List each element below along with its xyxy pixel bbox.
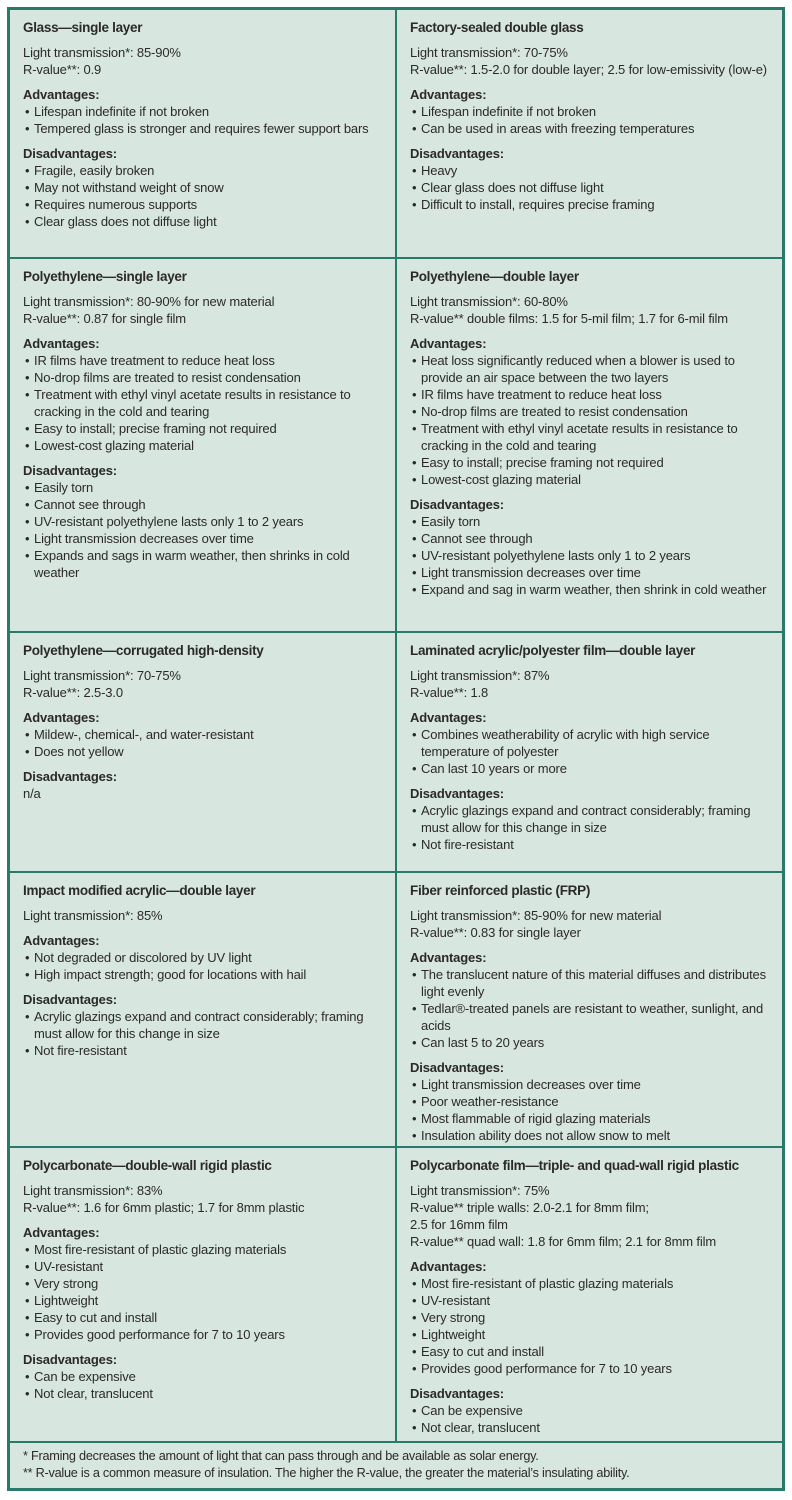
advantage-item: • Lifespan indefinite if not broken [23,103,387,120]
material-title: Polyethylene—double layer [410,269,579,284]
advantage-item: • Does not yellow [23,743,387,760]
disadvantage-item: • UV-resistant polyethylene lasts only 1 to 2 years [23,513,387,530]
advantage-item: • Easy to cut and install [23,1309,387,1326]
advantages-list [410,726,774,777]
advantages-list [410,1275,774,1377]
footnote-rvalue: ** R-value is a common measure of insulation. The higher the R-value, the greater the material’s insulating ability. [23,1466,630,1480]
advantages-label: Advantages: [23,1225,100,1240]
material-title: Polyethylene—corrugated high-density [23,643,264,658]
spec-line: R-value** triple walls: 2.0-2.1 for 8mm film; [410,1200,649,1215]
spec-line: Light transmission*: 80-90% for new material [23,294,275,309]
spec-line: Light transmission*: 70-75% [23,668,181,683]
advantage-item: • Can last 10 years or more [410,760,774,777]
advantage-item: • Most fire-resistant of plastic glazing materials [410,1275,774,1292]
advantage-item: • UV-resistant [410,1292,774,1309]
advantage-item: • Easy to cut and install [410,1343,774,1360]
disadvantage-item: • May not withstand weight of snow [23,179,387,196]
material-title: Impact modified acrylic—double layer [23,883,256,898]
spec-line: Light transmission*: 85% [23,908,163,923]
material-specs [23,293,387,327]
advantages-label: Advantages: [410,950,487,965]
spec-line: R-value**: 0.83 for single layer [410,925,581,940]
material-cell [397,10,782,257]
spec-line: 2.5 for 16mm film [410,1217,508,1232]
disadvantages-list [410,513,774,598]
spec-line: R-value** double films: 1.5 for 5-mil film; 1.7 for 6-mil film [410,311,728,326]
material-cell [397,1148,782,1441]
advantage-item: • Very strong [23,1275,387,1292]
advantages-list [23,103,387,137]
advantages-label: Advantages: [410,1259,487,1274]
advantage-item: • Provides good performance for 7 to 10 years [23,1326,387,1343]
advantage-item: • No-drop films are treated to resist condensation [23,369,387,386]
advantage-item: • Lightweight [23,1292,387,1309]
material-cell [10,10,395,257]
advantage-item: • Easy to install; precise framing not required [410,454,774,471]
material-title: Polycarbonate—double-wall rigid plastic [23,1158,272,1173]
advantage-item: • Can be used in areas with freezing temperatures [410,120,774,137]
disadvantage-item: • Light transmission decreases over time [410,1076,774,1093]
material-cell [397,259,782,631]
disadvantage-item: • Not clear, translucent [23,1385,387,1402]
advantage-item: • Not degraded or discolored by UV light [23,949,387,966]
disadvantage-item: • UV-resistant polyethylene lasts only 1 to 2 years [410,547,774,564]
material-specs [410,44,774,78]
spec-line: R-value**: 0.87 for single film [23,311,186,326]
spec-line: Light transmission*: 75% [410,1183,550,1198]
disadvantage-item: • Heavy [410,162,774,179]
spec-line: R-value**: 0.9 [23,62,102,77]
disadvantage-item: • Insulation ability does not allow snow to melt [410,1127,774,1144]
advantages-label: Advantages: [410,710,487,725]
disadvantage-item: • Clear glass does not diffuse light [23,213,387,230]
advantages-list [410,103,774,137]
disadvantages-note: n/a [23,786,41,801]
spec-line: R-value**: 1.6 for 6mm plastic; 1.7 for 8mm plastic [23,1200,305,1215]
advantage-item: • No-drop films are treated to resist condensation [410,403,774,420]
advantages-label: Advantages: [410,87,487,102]
material-title: Glass—single layer [23,20,143,35]
footnote-framing: * Framing decreases the amount of light that can pass through and be available as solar energy. [23,1449,539,1463]
advantages-list [23,1241,387,1343]
disadvantages-list [23,1368,387,1402]
material-specs [23,907,387,924]
disadvantage-item: • Expands and sags in warm weather, then shrinks in cold weather [23,547,387,581]
glazing-comparison-table [7,7,785,1491]
advantage-item: • Heat loss significantly reduced when a blower is used to provide an air space between the two layers [410,352,774,386]
advantage-item: • Lowest-cost glazing material [410,471,774,488]
disadvantages-label: Disadvantages: [410,1060,504,1075]
disadvantages-list [23,479,387,581]
advantage-item: • Treatment with ethyl vinyl acetate results in resistance to cracking in the cold and tearing [23,386,387,420]
material-title: Polycarbonate film—triple- and quad-wall rigid plastic [410,1158,739,1173]
material-title: Fiber reinforced plastic (FRP) [410,883,591,898]
advantage-item: • Tedlar®-treated panels are resistant to weather, sunlight, and acids [410,1000,774,1034]
spec-line: Light transmission*: 83% [23,1183,163,1198]
disadvantages-label: Disadvantages: [23,992,117,1007]
advantages-label: Advantages: [23,336,100,351]
disadvantages-list [410,802,774,853]
disadvantage-item: • Fragile, easily broken [23,162,387,179]
disadvantages-list [23,162,387,230]
material-title: Factory-sealed double glass [410,20,584,35]
disadvantage-item: • Poor weather-resistance [410,1093,774,1110]
disadvantages-label: Disadvantages: [23,769,117,784]
advantages-label: Advantages: [23,87,100,102]
disadvantages-list [410,162,774,213]
material-specs [410,907,774,941]
advantage-item: • The translucent nature of this material diffuses and distributes light evenly [410,966,774,1000]
advantage-item: • Lightweight [410,1326,774,1343]
table-footnotes [10,1443,782,1488]
disadvantages-label: Disadvantages: [23,146,117,161]
advantage-item: • Tempered glass is stronger and requires fewer support bars [23,120,387,137]
disadvantages-label: Disadvantages: [410,497,504,512]
advantages-list [23,949,387,983]
disadvantages-label: Disadvantages: [23,463,117,478]
advantages-label: Advantages: [23,710,100,725]
disadvantage-item: • Requires numerous supports [23,196,387,213]
disadvantage-item: • Easily torn [23,479,387,496]
disadvantage-item: • Cannot see through [23,496,387,513]
disadvantage-item: • Difficult to install, requires precise framing [410,196,774,213]
disadvantages-label: Disadvantages: [410,146,504,161]
disadvantage-item: • Light transmission decreases over time [410,564,774,581]
advantage-item: • High impact strength; good for locations with hail [23,966,387,983]
disadvantage-item: • Cannot see through [410,530,774,547]
spec-line: Light transmission*: 60-80% [410,294,568,309]
material-specs [410,293,774,327]
disadvantages-list [23,1008,387,1059]
advantage-item: • UV-resistant [23,1258,387,1275]
disadvantage-item: • Acrylic glazings expand and contract considerably; framing must allow for this change in size [410,802,774,836]
disadvantages-list [410,1076,774,1144]
spec-line: R-value**: 2.5-3.0 [23,685,123,700]
advantage-item: • Easy to install; precise framing not required [23,420,387,437]
advantage-item: • Mildew-, chemical-, and water-resistant [23,726,387,743]
advantage-item: • IR films have treatment to reduce heat loss [410,386,774,403]
advantage-item: • Combines weatherability of acrylic with high service temperature of polyester [410,726,774,760]
advantages-label: Advantages: [23,933,100,948]
advantage-item: • Can last 5 to 20 years [410,1034,774,1051]
disadvantage-item: • Most flammable of rigid glazing materials [410,1110,774,1127]
advantage-item: • Provides good performance for 7 to 10 years [410,1360,774,1377]
advantage-item: • IR films have treatment to reduce heat loss [23,352,387,369]
disadvantages-label: Disadvantages: [410,786,504,801]
material-specs [23,44,387,78]
advantage-item: • Very strong [410,1309,774,1326]
disadvantage-item: • Light transmission decreases over time [23,530,387,547]
material-cell [10,259,395,631]
spec-line: Light transmission*: 70-75% [410,45,568,60]
material-cell [10,633,395,871]
disadvantage-item: • Clear glass does not diffuse light [410,179,774,196]
advantage-item: • Most fire-resistant of plastic glazing materials [23,1241,387,1258]
advantages-list [410,352,774,488]
disadvantages-label: Disadvantages: [410,1386,504,1401]
spec-line: Light transmission*: 87% [410,668,550,683]
advantages-list [23,726,387,760]
advantage-item: • Treatment with ethyl vinyl acetate results in resistance to cracking in the cold and tearing [410,420,774,454]
disadvantage-item: • Expand and sag in warm weather, then shrink in cold weather [410,581,774,598]
spec-line: R-value**: 1.8 [410,685,489,700]
disadvantage-item: • Not fire-resistant [410,836,774,853]
spec-line: R-value** quad wall: 1.8 for 6mm film; 2.1 for 8mm film [410,1234,717,1249]
disadvantage-item: • Acrylic glazings expand and contract considerably; framing must allow for this change in size [23,1008,387,1042]
disadvantage-item: • Not clear, translucent [410,1419,774,1436]
material-cell [397,633,782,871]
advantages-label: Advantages: [410,336,487,351]
material-specs [23,667,387,701]
material-title: Polyethylene—single layer [23,269,187,284]
advantage-item: • Lifespan indefinite if not broken [410,103,774,120]
disadvantage-item: • Not fire-resistant [23,1042,387,1059]
material-title: Laminated acrylic/polyester film—double layer [410,643,696,658]
spec-line: Light transmission*: 85-90% for new material [410,908,662,923]
advantages-list [410,966,774,1051]
material-cell [397,873,782,1146]
disadvantage-item: • Can be expensive [410,1402,774,1419]
disadvantages-label: Disadvantages: [23,1352,117,1367]
spec-line: Light transmission*: 85-90% [23,45,181,60]
disadvantages-list [410,1402,774,1436]
advantage-item: • Lowest-cost glazing material [23,437,387,454]
spec-line: R-value**: 1.5-2.0 for double layer; 2.5 for low-emissivity (low-e) [410,62,767,77]
material-specs [23,1182,387,1216]
material-cell [10,873,395,1146]
advantages-list [23,352,387,454]
material-cell [10,1148,395,1441]
material-specs [410,667,774,701]
disadvantage-item: • Easily torn [410,513,774,530]
disadvantage-item: • Can be expensive [23,1368,387,1385]
material-specs [410,1182,774,1250]
